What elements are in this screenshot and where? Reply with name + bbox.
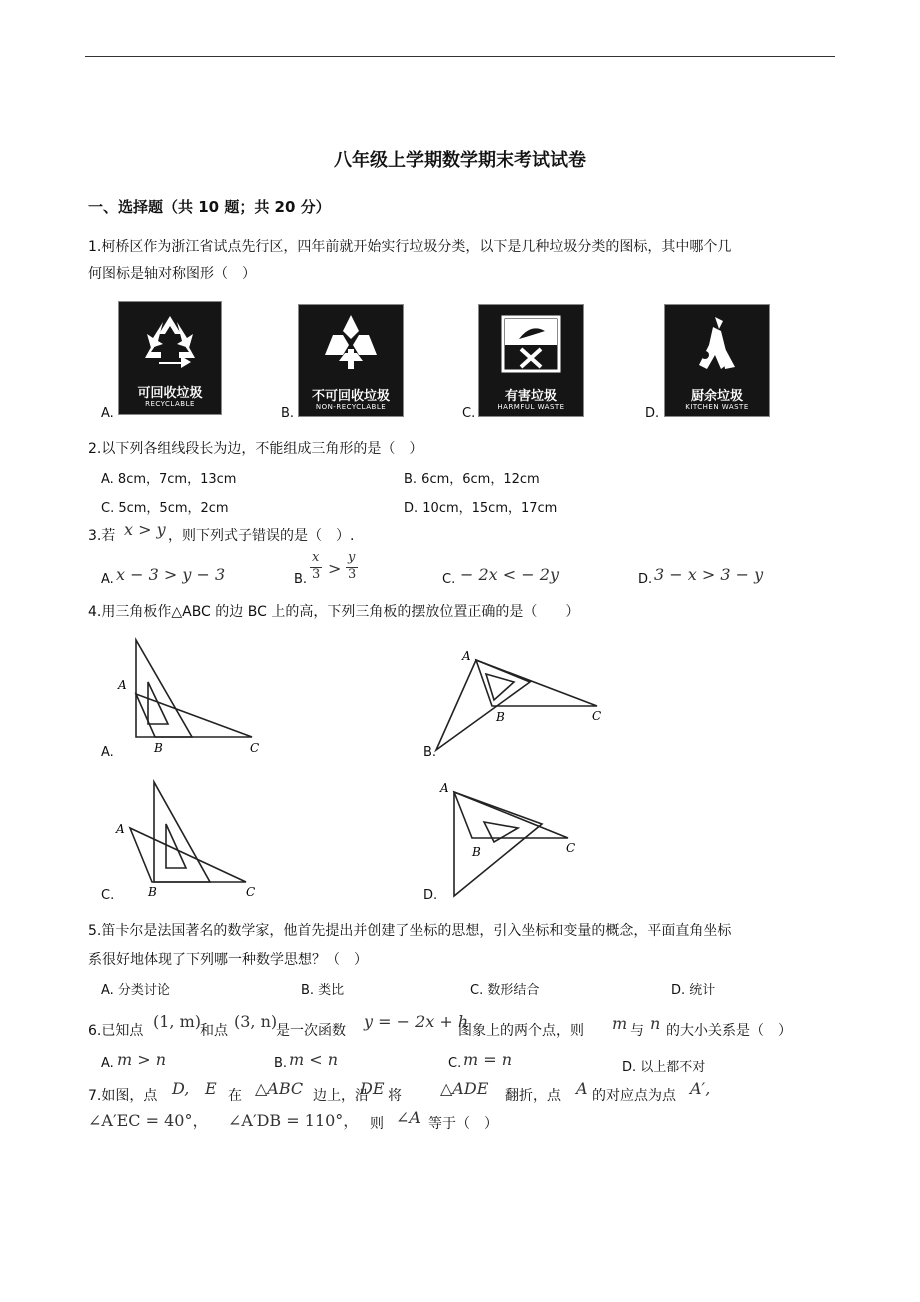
q3-option-c-letter[interactable]: C. [442,572,456,587]
q5-option-b[interactable]: B. 类比 [301,983,345,998]
q4-option-c-figure[interactable] [110,778,270,903]
q3-option-a-letter[interactable]: A. [101,572,114,587]
q7-text-8: 等于（ ） [428,1116,498,1132]
q4-option-a-figure[interactable] [110,632,270,757]
q4-d-label-b: B [472,845,481,859]
q7-text-4: 将 [388,1088,402,1104]
q1-option-a-letter[interactable]: A. [101,406,114,421]
q6-option-c-letter[interactable]: C. [448,1056,462,1071]
q2-option-d[interactable]: D. 10cm，15cm，17cm [404,501,558,516]
q3-b-x-numerator: x [312,550,320,565]
q7-triangle-abc: △ABC [255,1079,304,1098]
kitchen-icon [665,305,769,379]
q1-option-d-image[interactable] [664,304,770,417]
q3-option-c[interactable]: − 2x < − 2y [460,565,559,584]
q3-option-b-letter[interactable]: B. [294,572,308,587]
q7-text-1: 7.如图，点 [88,1088,158,1104]
q6-text-4: 图象上的两个点，则 [458,1023,584,1039]
q1-c-caption: 有害垃圾 [504,389,557,404]
q1-b-subcaption: NON-RECYCLABLE [315,403,387,411]
q4-stem: 4.用三角板作△ABC 的边 BC 上的高，下列三角板的摆放位置正确的是（ ） [88,604,580,620]
q5-option-c[interactable]: C. 数形结合 [470,983,540,998]
q6-option-d[interactable]: D. 以上都不对 [622,1060,706,1075]
q6-point-2: (3, n) [234,1012,278,1031]
q3-b-y-numerator: y [348,550,356,565]
q6-function: y = − 2x + h [364,1012,469,1031]
q3-option-d[interactable]: 3 − x > 3 − y [654,565,764,584]
q4-b-label-a: A [462,649,471,663]
q4-option-c-letter[interactable]: C. [101,888,115,903]
header-rule [85,56,835,57]
recycle-icon [119,302,221,378]
q6-option-a-letter[interactable]: A. [101,1056,114,1071]
q4-option-d-figure[interactable] [432,776,622,901]
q2-option-c[interactable]: C. 5cm，5cm，2cm [101,501,229,516]
q1-b-caption: 不可回收垃圾 [311,389,390,404]
q6-option-c[interactable]: m = n [463,1050,513,1069]
q7-triangle-ade: △ADE [440,1079,489,1098]
q7-text-6: 的对应点为点 [592,1088,676,1104]
q3-condition: x > y [124,520,166,539]
non-recycle-icon [299,305,403,379]
q6-text-2: 和点 [200,1023,228,1039]
q6-text-6: 的大小关系是（ ） [666,1023,792,1039]
q1-stem-line1: 1.柯桥区作为浙江省试点先行区，四年前就开始实行垃圾分类，以下是几种垃圾分类的图标，其中哪个几 [88,239,732,255]
q6-option-b-letter[interactable]: B. [274,1056,288,1071]
q3-stem-prefix: 3.若 [88,528,116,544]
q5-stem-line2: 系很好地体现了下列哪一种数学思想？（ ） [88,952,368,968]
section-heading: 一、选择题（共 10 题；共 20 分） [88,198,331,216]
q4-option-b-figure[interactable] [432,642,622,757]
q6-text-3: 是一次函数 [276,1023,346,1039]
q4-a-label-a: A [118,678,127,692]
q3-option-a[interactable]: x − 3 > y − 3 [116,565,226,584]
q4-a-label-b: B [154,741,163,755]
q7-text-7: 则 [370,1116,384,1132]
q3-b-operator: > [328,559,342,578]
q7-point-a-prime: A′, [690,1079,711,1098]
q6-text-1: 6.已知点 [88,1023,144,1039]
q3-option-b[interactable] [310,550,364,586]
q4-option-b-letter[interactable]: B. [423,745,437,760]
q7-point-e: E [205,1079,217,1098]
q6-option-b[interactable]: m < n [289,1050,339,1069]
q1-c-subcaption: HARMFUL WASTE [497,403,565,411]
q1-d-caption: 厨余垃圾 [690,389,743,404]
q4-d-label-a: A [440,781,449,795]
q1-option-c-image[interactable] [478,304,584,417]
q3-b-y-denominator: 3 [348,567,357,582]
q5-option-d[interactable]: D. 统计 [671,983,716,998]
q3-stem-suffix: ，则下列式子错误的是（ ）. [168,528,355,544]
q1-option-b-letter[interactable]: B. [281,406,295,421]
q4-option-d-letter[interactable]: D. [423,888,438,903]
q4-c-label-a: A [116,822,125,836]
q3-option-d-letter[interactable]: D. [638,572,653,587]
q7-point-a: A [576,1079,588,1098]
q4-a-label-c: C [250,741,260,755]
q6-var-m: m [612,1014,628,1033]
q4-c-label-c: C [246,885,256,899]
page-title: 八年级上学期数学期末考试试卷 [334,150,586,171]
q4-c-label-b: B [148,885,157,899]
q1-option-c-letter[interactable]: C. [462,406,476,421]
q7-text-2: 在 [228,1088,242,1104]
q5-stem-line1: 5.笛卡尔是法国著名的数学家，他首先提出并创建了坐标的思想，引入坐标和变量的概念，平面直角坐标 [88,923,732,939]
harmful-icon [479,305,583,379]
q1-a-caption: 可回收垃圾 [137,386,203,401]
q1-option-b-image[interactable] [298,304,404,417]
q5-option-a[interactable]: A. 分类讨论 [101,983,170,998]
q7-text-3: 边上，沿 [313,1088,369,1104]
q4-b-label-c: C [592,709,602,723]
q1-a-subcaption: RECYCLABLE [145,400,195,408]
q2-option-b[interactable]: B. 6cm，6cm，12cm [404,472,540,487]
q6-option-a[interactable]: m > n [117,1050,167,1069]
q2-option-a[interactable]: A. 8cm，7cm，13cm [101,472,237,487]
q4-option-a-letter[interactable]: A. [101,745,114,760]
q7-angle-a: ∠A [396,1108,421,1127]
q6-point-1: (1, m) [153,1012,202,1031]
q7-angle-adb: ∠A′DB = 110°， [228,1111,360,1130]
q7-point-d: D, [172,1079,190,1098]
q1-d-subcaption: KITCHEN WASTE [685,403,749,411]
q6-var-n: n [650,1014,661,1033]
q1-stem-line2: 何图标是轴对称图形（ ） [88,266,256,282]
q7-segment-de: DE [360,1079,385,1098]
q7-angle-aec: ∠A′EC = 40°， [88,1111,209,1130]
q6-text-5: 与 [630,1023,644,1039]
q2-stem: 2.以下列各组线段长为边，不能组成三角形的是（ ） [88,441,424,457]
q7-text-5: 翻折，点 [505,1088,561,1104]
q1-option-a-image[interactable] [118,301,222,415]
q4-d-label-c: C [566,841,576,855]
q1-option-d-letter[interactable]: D. [645,406,660,421]
q3-b-x-denominator: 3 [312,567,321,582]
q4-b-label-b: B [496,710,505,724]
